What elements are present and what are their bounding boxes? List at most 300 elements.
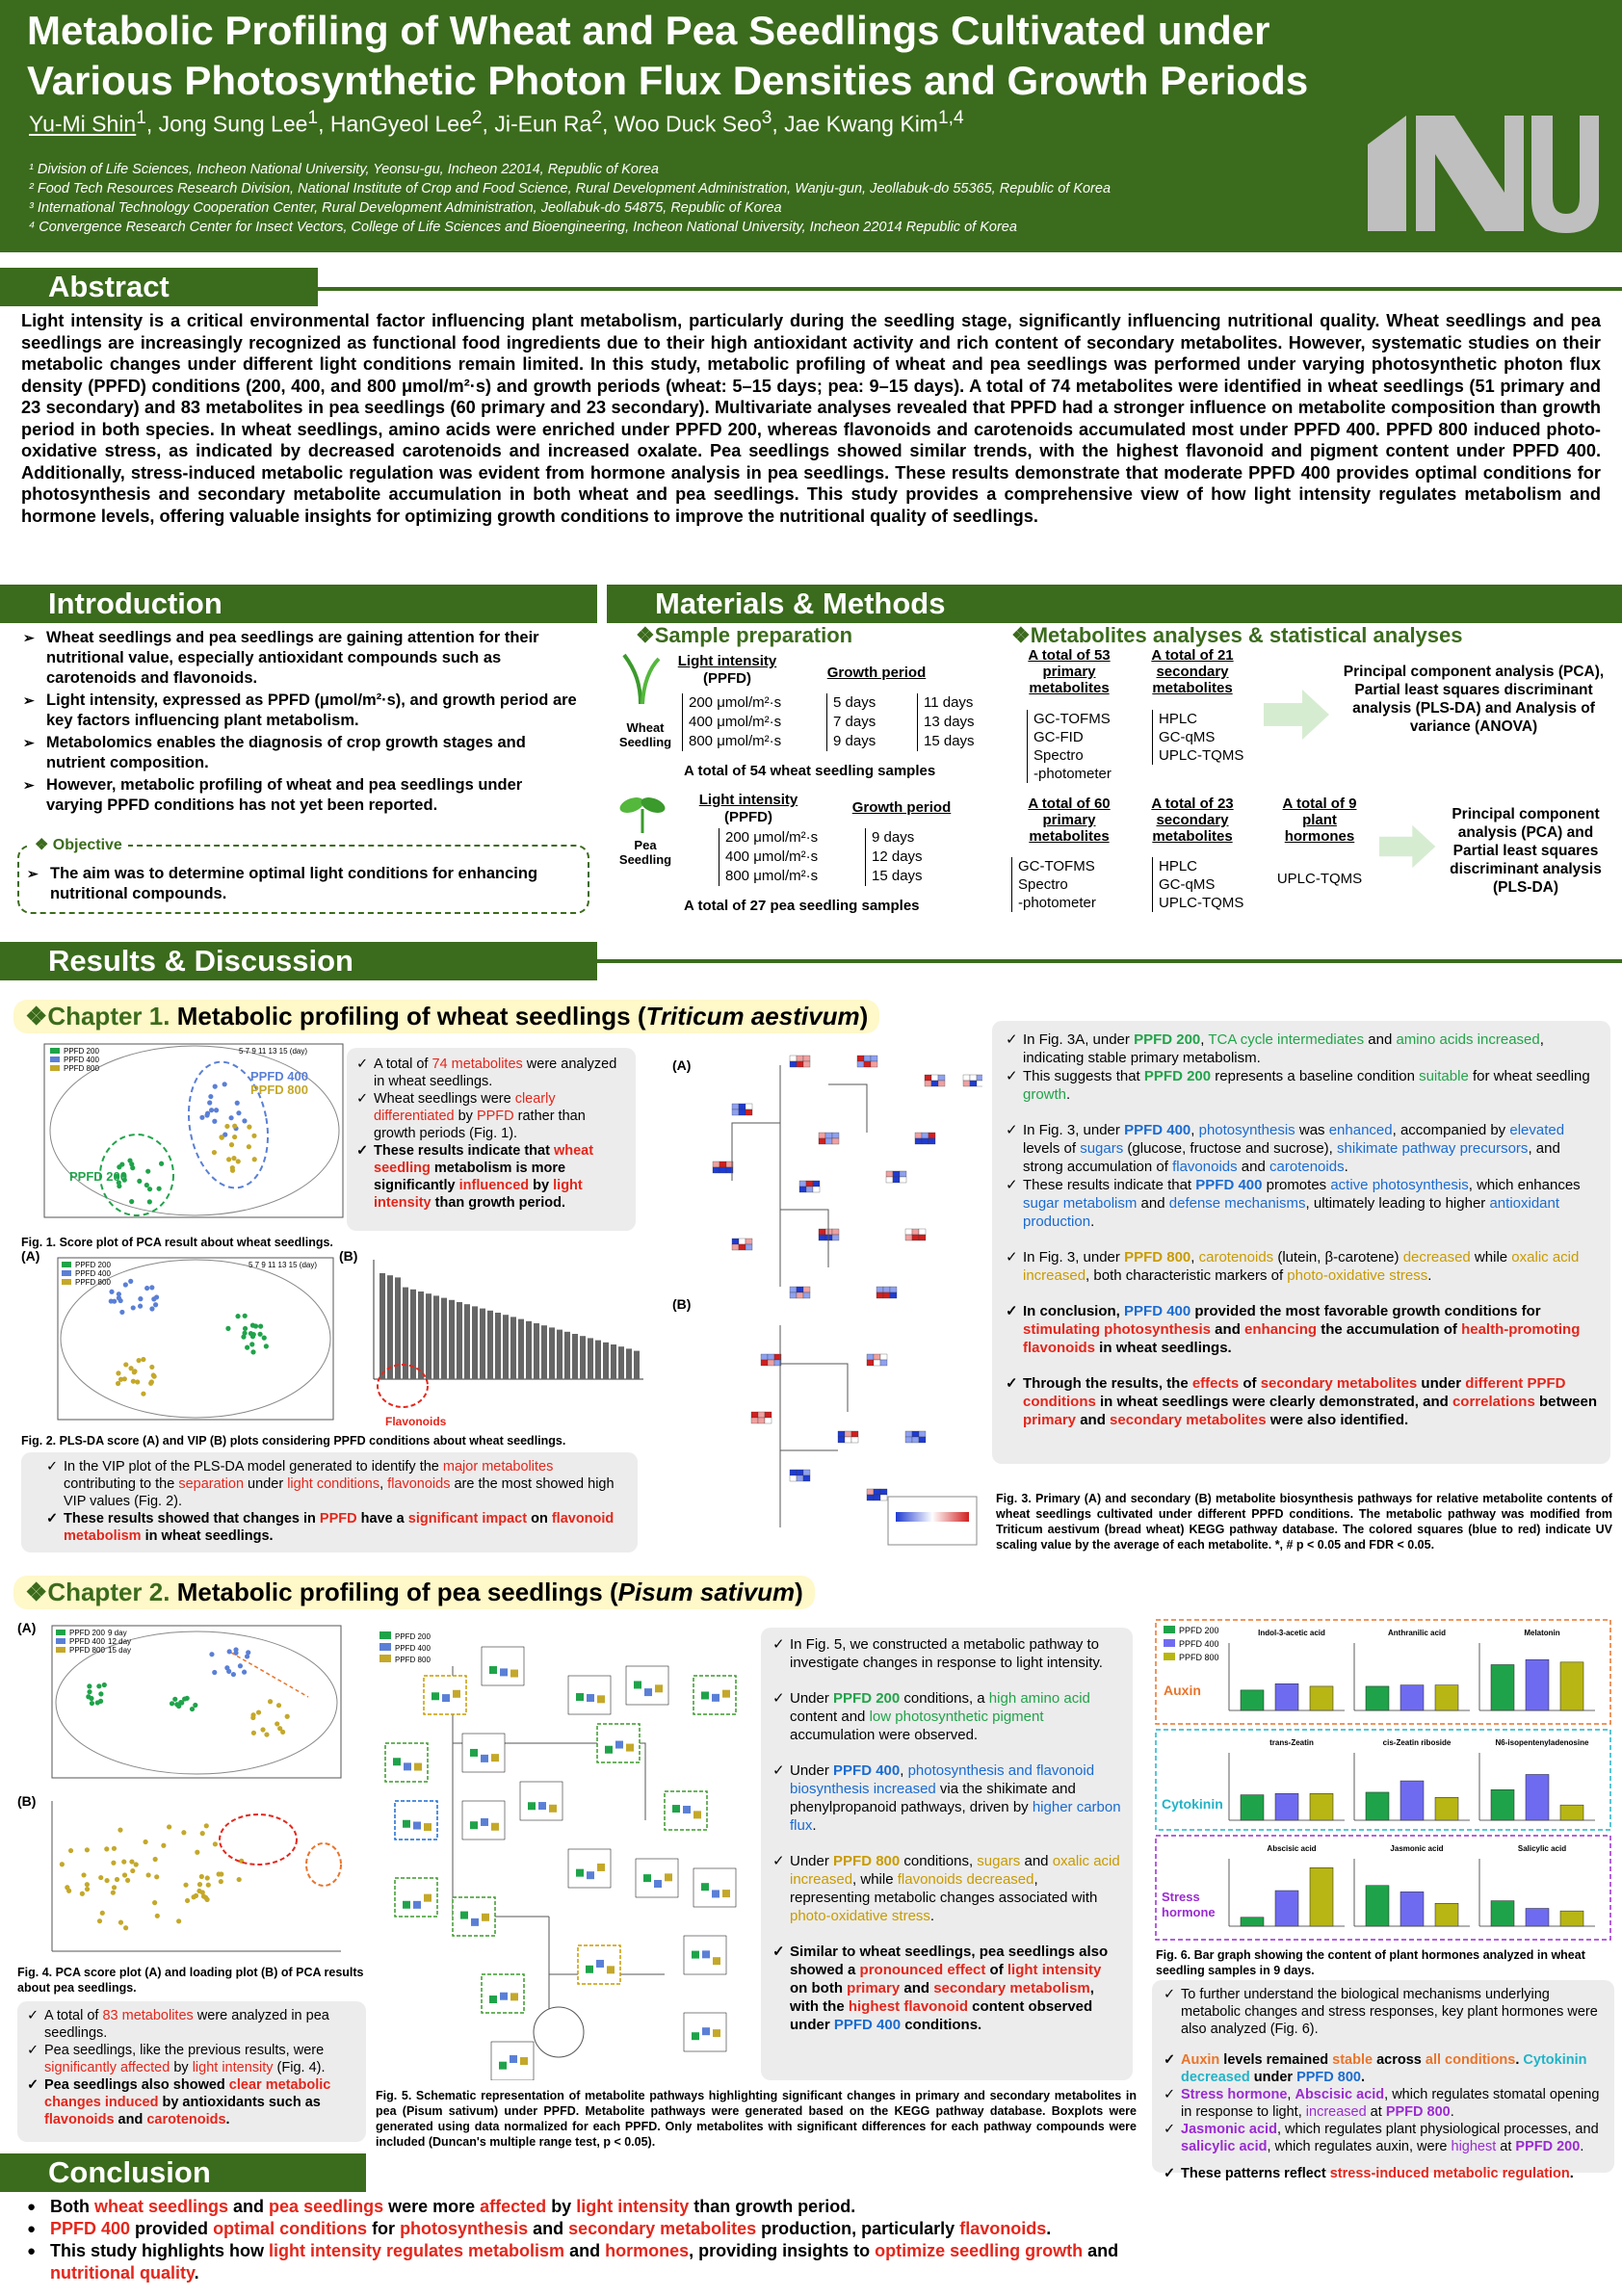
scatter-point — [224, 1124, 229, 1129]
objective-text: ➢ The aim was to determine optimal light conditions for enhancing nutritional compounds. — [25, 864, 574, 904]
growth-label: Growth period — [826, 665, 927, 681]
scatter-point — [257, 1332, 262, 1337]
pea-periods: 9 days 12 days 15 days — [865, 828, 923, 886]
hormone-name: N6-isopentenyladenosine — [1495, 1738, 1589, 1747]
svg-text:PPFD 200: PPFD 200 — [395, 1632, 431, 1641]
boxplot-mark — [424, 1894, 432, 1902]
figure-4a-pca — [39, 1624, 347, 1787]
scatter-point — [104, 1878, 109, 1883]
pathway-nodes — [713, 1056, 982, 1500]
boxplot-mark — [712, 1694, 719, 1702]
heatmap-cell — [739, 1104, 746, 1109]
scatter-point — [197, 1882, 202, 1887]
arrow-icon — [1264, 686, 1331, 744]
loading-points — [60, 1823, 244, 1930]
svg-text:PPFD 200: PPFD 200 — [1179, 1626, 1219, 1635]
scatter-point — [81, 1872, 86, 1877]
heatmap-cell — [799, 1187, 806, 1192]
scatter-point — [213, 1841, 218, 1846]
hormone-bar — [1400, 1781, 1424, 1820]
vip-bar — [626, 1348, 632, 1379]
heatmap-cell — [797, 1475, 803, 1481]
vip-bar — [611, 1344, 616, 1379]
vip-bar — [549, 1327, 555, 1379]
heatmap-cell — [880, 1360, 887, 1366]
svg-text:PPFD 800: PPFD 800 — [395, 1656, 431, 1664]
svg-text:PPFD 800: PPFD 800 — [250, 1083, 308, 1097]
heatmap-cell — [739, 1239, 746, 1244]
heatmap-cell — [803, 1061, 810, 1067]
vip-bar — [457, 1302, 462, 1379]
scatter-point — [260, 1727, 265, 1732]
hormone-name: Jasmonic acid — [1390, 1844, 1444, 1853]
scatter-point — [95, 1700, 100, 1705]
scatter-point — [212, 1119, 217, 1124]
heatmap-cell — [905, 1229, 912, 1235]
heatmap-cell — [732, 1239, 739, 1244]
scatter-point — [235, 1101, 240, 1106]
heatmap-cell — [929, 1133, 935, 1138]
figure-4b-loading — [39, 1797, 347, 1961]
boxplot-mark — [643, 1874, 651, 1882]
scatter-point — [276, 1703, 281, 1708]
introduction-list — [21, 628, 580, 818]
heatmap-cell — [765, 1418, 772, 1423]
boxplot-mark — [626, 1744, 634, 1752]
boxplot-mark — [692, 1951, 699, 1959]
boxplot-mark — [453, 1690, 460, 1698]
figure-1-caption: Fig. 1. Score plot of PCA result about wheat seedlings. — [21, 1236, 333, 1249]
svg-text:PPFD 200: PPFD 200 — [75, 1261, 111, 1269]
heatmap-cell — [806, 1181, 813, 1187]
scatter-point — [200, 1831, 205, 1836]
heatmap-cell — [813, 1181, 820, 1187]
wheat-stats: Principal component analysis (PCA), Partial least squares discriminant analysis (PLS-DA) and Analysis of variance (ANOVA) — [1343, 664, 1605, 735]
conclusion-list — [23, 2196, 1150, 2284]
hormone-discussion-box: ✓ To further understand the biological mechanisms underlying metabolic changes and stress responses, key plant hormones were also analyzed (Fig. 6). ✓ Auxin levels remained stable across all conditions. Cytokinin decreased under PPFD 800. ✓ Stress hormone, Abscisic acid, which regulates stomatal opening in response to light, increased at PPFD 800. ✓ Jasmonic acid, which regulates plant physiological processes, and salicylic acid, which regulates auxin, were highest at PPFD 200. ✓ These patterns reflect stress-induced metabolic regulation. — [1152, 1980, 1614, 2173]
pea-sprout-icon — [618, 790, 667, 833]
scatter-point — [250, 1323, 255, 1328]
scatter-point — [251, 1731, 256, 1735]
scatter-point — [208, 1094, 213, 1099]
hormone-bar — [1435, 1685, 1458, 1710]
section-heading-introduction: Introduction — [0, 585, 597, 623]
heatmap-cell — [867, 1489, 874, 1495]
scatter-point — [185, 1898, 190, 1903]
scatter-point — [230, 1168, 235, 1173]
scatter-point — [118, 1920, 123, 1925]
heatmap-cell — [874, 1495, 880, 1500]
heatmap-cell — [746, 1239, 752, 1244]
scatter-point — [122, 1872, 127, 1877]
scatter-point — [138, 1296, 143, 1301]
scatter-point — [130, 1868, 135, 1873]
vip-bar — [503, 1315, 509, 1379]
svg-text:5 7 9 11 13 15 (day): 5 7 9 11 13 15 (day) — [249, 1261, 318, 1269]
scatter-point — [98, 1691, 103, 1696]
hormone-bar — [1366, 1686, 1389, 1710]
pea-primary-methods: GC-TOFMS Spectro -photometer — [1011, 857, 1096, 912]
scatter-point — [245, 1345, 249, 1350]
scatter-point — [194, 1893, 198, 1898]
scatter-point — [250, 1349, 255, 1354]
scatter-point — [111, 1891, 116, 1895]
boxplot-mark — [471, 1918, 479, 1926]
scatter-point — [100, 1911, 105, 1916]
scatter-point — [118, 1298, 123, 1303]
heatmap-cell — [797, 1470, 803, 1475]
vip-bar — [557, 1330, 562, 1379]
scatter-point — [109, 1298, 114, 1303]
figure-2a-plsda — [39, 1256, 337, 1431]
objective-list — [25, 864, 574, 904]
boxplot-mark — [587, 1694, 594, 1702]
section-heading-results: Results & Discussion — [0, 942, 597, 980]
ppfd-label: (PPFD) — [703, 670, 751, 687]
heatmap-cell — [746, 1104, 752, 1109]
scatter-point — [237, 1877, 242, 1882]
scatter-point — [123, 1282, 128, 1287]
heatmap-cell — [905, 1437, 912, 1443]
author-list: Yu-Mi Shin$^1$, Jong Sung Lee$^1$, HanGyeol Lee$^2$, Ji-Eun Ra$^2$, Woo Duck Seo$^3$, Jae Kwang Kim$^{1,4}$ — [29, 108, 964, 137]
vip-bar — [472, 1306, 478, 1379]
wheat-primary-head: A total of 53 primary metabolites — [1028, 647, 1111, 696]
scatter-point — [129, 1859, 134, 1864]
hormone-name: Indol-3-acetic acid — [1258, 1629, 1325, 1637]
boxplot-mark — [722, 1890, 730, 1897]
affiliation: ² Food Tech Resources Research Division, National Institute of Crop and Food Science, Rural Development Administration, Wanju-gun, Jeollabuk-do 55365, Republic of Korea — [29, 181, 1112, 196]
hormone-bar — [1491, 1789, 1514, 1820]
heatmap-cell — [790, 1475, 797, 1481]
hormone-bar — [1241, 1690, 1264, 1710]
boxplot-mark — [712, 1890, 719, 1897]
boxplot-mark — [596, 1960, 604, 1968]
heatmap-cell — [790, 1061, 797, 1067]
scatter-point — [123, 1925, 128, 1930]
heatmap-cell — [886, 1171, 893, 1177]
heatmap-cell — [900, 1177, 906, 1183]
scatter-point — [136, 1358, 141, 1363]
fig4-label-a: (A) — [17, 1620, 37, 1635]
figure-2-caption: Fig. 2. PLS-DA score (A) and VIP (B) plots considering PPFD conditions about wheat seedlings. — [21, 1434, 566, 1448]
scatter-point — [213, 1084, 218, 1089]
hormone-bar — [1435, 1903, 1458, 1926]
scatter-point — [98, 1875, 103, 1880]
pea-total: A total of 27 pea seedling samples — [684, 898, 920, 914]
abstract-text: Light intensity is a critical environmental factor influencing plant metabolism, particularly during the seedling stage, significantly influencing nutritional quality. Wheat seedlings and pea seedlings are increasingly recognized as functional food ingredients due to their high antioxidant activity and rich content of secondary metabolites. However, systematic studies on their metabolic changes under different light conditions remain limited. In this study, metabolic profiling of wheat and pea seedlings was performed under varying photosynthetic photon flux density (PPFD) conditions (200, 400, and 800 μmol/m²·s) and growth periods (wheat: 5–15 days; pea: 9–15 days). A total of 74 metabolites were identified in wheat seedlings (51 primary and 23 secondary) and 83 metabolites in pea seedlings (60 primary and 23 secondary). Multivariate analyses revealed that PPFD had a stronger influence on metabolite composition than growth period in both species. In wheat seedlings, amino acids were enriched under PPFD 200, whereas flavonoids and carotenoids accumulated most under PPFD 400. PPFD 800 induced photo-oxidative stress, as indicated by decreased carotenoids and increased oxalate. Pea seedlings showed similar trends, with the highest flavonoid and pigment content under PPFD 400. Additionally, stress-induced metabolic regulation was evident from hormone analysis in pea seedlings. These results demonstrate that moderate PPFD 400 provides optimal conditions for photosynthesis and secondary metabolite accumulation in both wheat and pea seedlings. This study provides a comprehensive view of how light intensity regulates metabolism and hormone levels, offering valuable insights for optimizing growth conditions to improve the nutritional quality of seedlings. — [21, 311, 1601, 526]
vip-bar — [426, 1293, 432, 1379]
pea-secondary-methods: HPLC GC-qMS UPLC-TQMS — [1152, 857, 1243, 912]
svg-text:INU: INU — [1360, 106, 1362, 107]
boxplot-mark — [693, 1811, 701, 1818]
boxplot-mark — [442, 1694, 450, 1702]
heatmap-cell — [922, 1133, 929, 1138]
scatter-point — [141, 1357, 145, 1362]
vip-bar — [588, 1338, 593, 1379]
heatmap-cell — [874, 1489, 880, 1495]
boxplot-mark — [576, 1869, 584, 1877]
heatmap-cell — [977, 1075, 982, 1081]
boxplot-mark — [702, 2027, 710, 2035]
scatter-point — [251, 1134, 256, 1138]
boxplot-mark — [510, 2055, 517, 2063]
scatter-point — [125, 1878, 130, 1883]
vip-bar — [441, 1298, 447, 1379]
heatmap-cell — [719, 1167, 726, 1173]
vip-bars — [379, 1273, 640, 1379]
heatmap-cell — [797, 1287, 803, 1292]
heatmap-cell — [857, 1061, 864, 1067]
heatmap-cell — [857, 1056, 864, 1061]
boxplot-mark — [489, 1666, 497, 1674]
heatmap-cell — [751, 1418, 758, 1423]
hormone-bar — [1560, 1805, 1583, 1820]
hormone-bar — [1241, 1795, 1264, 1820]
scatter-point — [118, 1828, 122, 1833]
scatter-point — [241, 1335, 246, 1340]
scatter-point — [102, 1683, 107, 1687]
scatter-point — [236, 1110, 241, 1115]
heatmap-cell — [970, 1081, 977, 1086]
heatmap-cell — [963, 1075, 970, 1081]
boxplot-mark — [500, 1668, 508, 1676]
scatter-point — [252, 1157, 257, 1161]
boxplot-mark — [665, 1873, 672, 1881]
heatmap-cell — [732, 1109, 739, 1115]
chapter2-summary-box: ✓ A total of 83 metabolites were analyzed in pea seedlings. ✓ Pea seedlings, like the previous results, were significantly affected by light intensity (Fig. 4). ✓ Pea seedlings also showed clear metabolic changes induced by antioxidants such as flavonoids and carotenoids. — [17, 2001, 366, 2142]
wheat-total: A total of 54 wheat seedling samples — [684, 763, 936, 779]
boxplot-mark — [404, 1762, 411, 1770]
hormone-bar — [1526, 1909, 1549, 1926]
heatmap-cell — [867, 1360, 874, 1366]
svg-text:Flavonoids: Flavonoids — [385, 1415, 447, 1428]
heatmap-cell — [739, 1109, 746, 1115]
scatter-point — [222, 1082, 227, 1086]
chapter1-title: ❖Chapter 1. Metabolic profiling of wheat seedlings (Triticum aestivum) — [13, 1000, 879, 1033]
heatmap-cell — [813, 1187, 820, 1192]
scatter-point — [225, 1326, 230, 1331]
vip-bar — [487, 1311, 493, 1379]
boxplot-mark — [722, 1690, 730, 1698]
boxplot-mark — [549, 1805, 557, 1813]
boxplot-mark — [470, 1749, 478, 1757]
boxplot-mark — [672, 1805, 680, 1813]
vip-bar — [449, 1300, 455, 1379]
boxplot-mark — [683, 1806, 691, 1813]
scatter-point — [144, 1183, 149, 1187]
boxplot-mark — [393, 1758, 401, 1765]
boxplot-mark — [586, 1966, 593, 1973]
boxplot-mark — [605, 1746, 613, 1754]
scatter-point — [207, 1100, 212, 1105]
pea-primary-head: A total of 60 primary metabolites — [1028, 796, 1111, 845]
scatter-point — [242, 1118, 247, 1123]
scatter-point — [204, 1823, 209, 1828]
svg-text:PPFD 800: PPFD 800 — [64, 1064, 99, 1073]
vip-bar — [595, 1341, 601, 1379]
scatter-point — [195, 1850, 199, 1855]
scatter-point — [112, 1885, 117, 1890]
heatmap-cell — [867, 1354, 874, 1360]
heatmap-cell — [851, 1431, 858, 1437]
scatter-point — [137, 1179, 142, 1184]
figure-2b-vip — [347, 1256, 645, 1431]
fig2-label-a: (A) — [21, 1248, 40, 1264]
analysis-heading: ❖Metabolites analyses & statistical analyses — [1011, 623, 1463, 647]
figure-5-pathway — [376, 1628, 751, 2080]
hormone-bar — [1275, 1891, 1298, 1926]
boxplot-mark — [510, 1670, 518, 1678]
heatmap-cell — [825, 1133, 832, 1138]
scatter-point — [268, 1699, 273, 1704]
vip-bar — [580, 1336, 586, 1379]
boxplot-mark — [713, 2029, 720, 2037]
vip-bar — [518, 1319, 524, 1379]
boxplot-mark — [692, 2032, 699, 2040]
pea-hormone-head: A total of 9 plant hormones — [1282, 796, 1357, 845]
hormone-bar — [1366, 1792, 1389, 1820]
svg-text:Auxin: Auxin — [1164, 1683, 1201, 1698]
svg-text:15 day: 15 day — [108, 1646, 132, 1655]
heatmap-cell — [864, 1056, 871, 1061]
boxplot-mark — [470, 1821, 478, 1829]
svg-text:PPFD 800: PPFD 800 — [1179, 1653, 1219, 1662]
heatmap-cell — [871, 1056, 877, 1061]
hormone-name: Anthranilic acid — [1387, 1629, 1447, 1637]
vip-bar — [379, 1273, 385, 1379]
heatmap-cell — [761, 1354, 768, 1360]
pea-hormone-methods: UPLC-TQMS — [1276, 871, 1363, 887]
svg-text:5 7 9 11 13 15 (day): 5 7 9 11 13 15 (day) — [239, 1047, 308, 1056]
boxplot-mark — [460, 1912, 468, 1919]
scatter-point — [199, 1874, 204, 1879]
section-heading-methods: Materials & Methods — [607, 585, 1622, 623]
scatter-point — [264, 1732, 269, 1736]
hormone-bar — [1310, 1867, 1333, 1926]
figure-1-pca — [21, 1040, 349, 1233]
hormone-name: trans-Zeatin — [1269, 1738, 1314, 1747]
scatter-point — [229, 1142, 234, 1147]
heatmap-cell — [977, 1081, 982, 1086]
heatmap-cell — [732, 1244, 739, 1250]
heatmap-cell — [746, 1244, 752, 1250]
heatmap-cell — [790, 1292, 797, 1298]
scatter-point — [149, 1306, 154, 1311]
hormone-bars — [1229, 1629, 1595, 1926]
scatter-point — [147, 1199, 152, 1204]
scatter-point — [243, 1326, 248, 1331]
scatter-point — [112, 1846, 117, 1851]
heatmap-cell — [880, 1354, 887, 1360]
vip-bar — [387, 1275, 393, 1379]
svg-text:PPFD 200: PPFD 200 — [69, 1169, 127, 1184]
heatmap-cell — [803, 1475, 810, 1481]
pea-ppfd-list: 200 μmol/m²·s 400 μmol/m²·s 800 μmol/m²·s — [719, 828, 818, 886]
scatter-point — [232, 1124, 237, 1129]
hormone-bar — [1366, 1886, 1389, 1926]
scatter-point — [144, 1839, 148, 1844]
scatter-point — [250, 1715, 255, 1720]
growth-label: Growth period — [851, 799, 952, 816]
pathway-box — [462, 1734, 505, 1772]
wheat-sprout-icon — [616, 651, 665, 704]
sample-prep-heading: ❖Sample preparation — [636, 623, 853, 647]
scatter-point — [149, 1379, 154, 1384]
hormone-bar — [1526, 1774, 1549, 1820]
hormone-bar — [1400, 1892, 1424, 1926]
vip-bar — [572, 1334, 578, 1379]
vip-bar — [564, 1332, 570, 1379]
heatmap-cell — [845, 1437, 851, 1443]
heatmap-cell — [758, 1418, 765, 1423]
boxplot-mark — [424, 1823, 432, 1831]
affiliation: ¹ Division of Life Sciences, Incheon National University, Yeonsu-gu, Incheon 22014, Republic of Korea — [29, 162, 659, 177]
scatter-point — [85, 1887, 90, 1892]
heatmap-cell — [832, 1235, 839, 1240]
scatter-point — [128, 1279, 133, 1284]
scatter-point — [87, 1689, 92, 1694]
vip-bar — [618, 1346, 624, 1379]
list-item: ● PPFD 400 provided optimal conditions for photosynthesis and secondary metabolites production, particularly flavonoids. — [23, 2218, 1150, 2240]
light-label: Light intensity — [677, 653, 777, 669]
scatter-point — [249, 1331, 253, 1336]
hormone-name: Melatonin — [1524, 1629, 1560, 1637]
wheat-periods-b: 11 days 13 days 15 days — [917, 693, 975, 751]
boxplot-mark — [702, 1950, 710, 1958]
scatter-point — [233, 1647, 238, 1652]
svg-text:9 day: 9 day — [108, 1629, 127, 1637]
heatmap-cell — [803, 1287, 810, 1292]
heatmap-cell — [883, 1292, 890, 1298]
scatter-point — [116, 1381, 120, 1386]
heatmap-cell — [883, 1287, 890, 1292]
vip-bar — [534, 1323, 539, 1379]
heatmap-cell — [825, 1138, 832, 1144]
svg-text:12 day: 12 day — [108, 1637, 132, 1646]
poster-header — [0, 0, 1622, 252]
heatmap-cell — [876, 1287, 883, 1292]
heatmap-cell — [832, 1138, 839, 1144]
pathway-box — [520, 1782, 562, 1820]
heatmap-cell — [768, 1360, 774, 1366]
pathway-box — [693, 1868, 736, 1907]
heatmap-cell — [799, 1181, 806, 1187]
scatter-point — [238, 1663, 243, 1668]
heatmap-cell — [719, 1161, 726, 1167]
heatmap-cell — [874, 1354, 880, 1360]
affiliation: ³ International Technology Cooperation Center, Rural Development Administration, Jeollabuk-do 54875, Republic of Korea — [29, 200, 782, 216]
heatmap-cell — [886, 1177, 893, 1183]
boxplot-mark — [701, 1883, 709, 1891]
heatmap-cell — [890, 1292, 897, 1298]
poster-title: Metabolic Profiling of Wheat and Pea Seedlings Cultivated under Various Photosynthetic Photon Flux Densities and Growth Periods — [27, 8, 1309, 103]
scatter-point — [235, 1314, 240, 1318]
scatter-point — [146, 1872, 151, 1877]
heatmap-cell — [925, 1075, 931, 1081]
scatter-point — [122, 1376, 127, 1381]
vip-bar — [526, 1321, 532, 1379]
heatmap-cell — [912, 1229, 919, 1235]
scatter-point — [212, 1150, 217, 1155]
heatmap-cell — [713, 1161, 719, 1167]
boxplot-mark — [499, 2062, 507, 2070]
scatter-point — [154, 1874, 159, 1879]
university-logo — [1360, 106, 1601, 241]
scatter-point — [167, 1824, 171, 1829]
scatter-point — [176, 1704, 181, 1709]
boxplot-mark — [432, 1692, 439, 1700]
scatter-point — [104, 1846, 109, 1851]
